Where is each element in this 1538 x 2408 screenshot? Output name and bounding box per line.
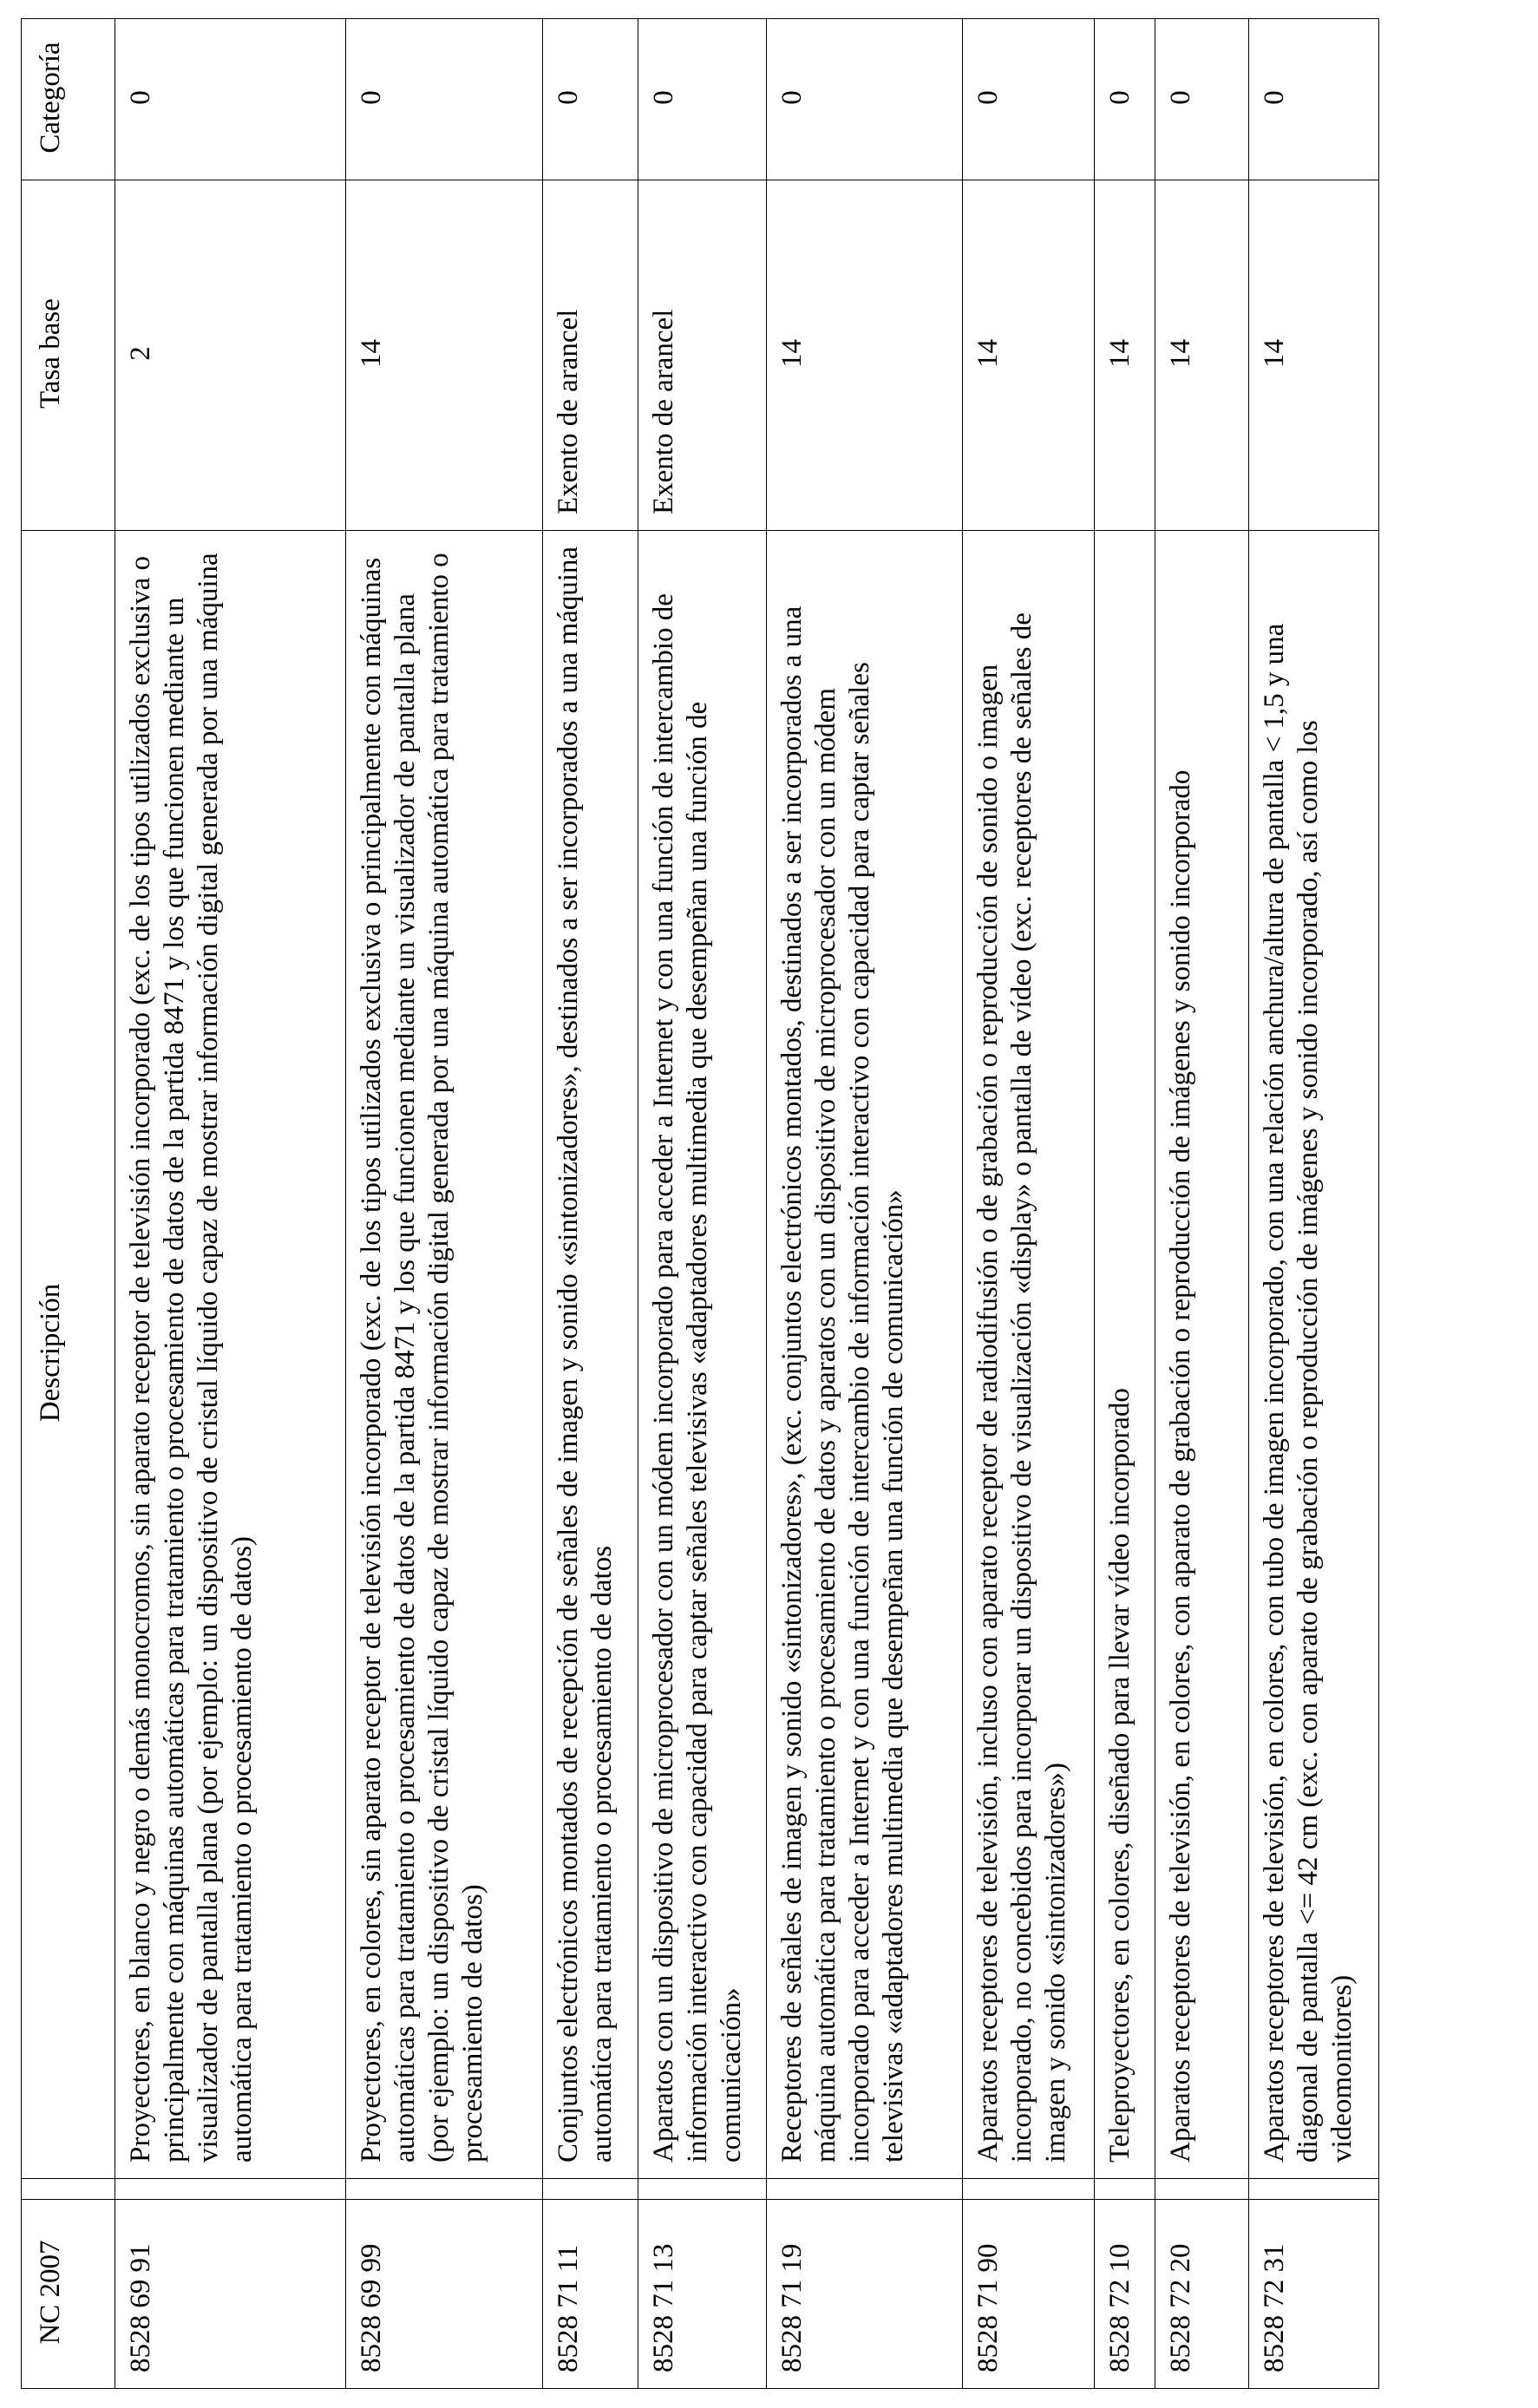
tasa-base: 14 (1155, 180, 1249, 531)
nc-code: 8528 71 90 (963, 2200, 1095, 2389)
header-description: Descripción (22, 531, 115, 2179)
categoria: 0 (115, 19, 346, 180)
tasa-base: 14 (1249, 180, 1379, 531)
tasa-base: 14 (767, 180, 963, 531)
nc-code: 8528 69 99 (346, 2200, 543, 2389)
tasa-base: Exento de arancel (638, 180, 767, 531)
categoria: 0 (1249, 19, 1379, 180)
tariff-table (21, 18, 1379, 2389)
description: Proyectores, en colores, sin aparato receptor de televisión incorporado (exc. de los tipos utilizados exclusiva o principalmente con máquinas automáticas para tratamiento o procesamiento de datos de la partida 8471 y los que funcionen mediante un visualizador de pantalla plana (por ejemplo: un dispositivo de cristal líquido capaz de mostrar información digital generada por una máquina automática para tratamiento o procesamiento de datos) (346, 531, 543, 2179)
categoria: 0 (346, 19, 543, 180)
categoria: 0 (543, 19, 638, 180)
header-tasa: Tasa base (22, 180, 115, 531)
categoria: 0 (767, 19, 963, 180)
header-row (22, 19, 115, 2389)
nc-code: 8528 72 10 (1095, 2200, 1155, 2389)
tasa-base: 14 (1095, 180, 1155, 531)
description: Proyectores, en blanco y negro o demás monocromos, sin aparato receptor de televisión incorporado (exc. de los tipos utilizados exclusiva o principalmente con máquinas automáticas para tratamiento o procesamiento de datos de la partida 8471 y los que funcionen mediante un visualizador de pantalla plana (por ejemplo: un dispositivo de cristal líquido capaz de mostrar información digital generada por una máquina automática para tratamiento o procesamiento de datos) (115, 531, 346, 2179)
table-row (543, 19, 638, 2389)
table-row (767, 19, 963, 2389)
gap-cell (963, 2179, 1095, 2200)
description: Teleproyectores, en colores, diseñado para llevar vídeo incorporado (1095, 531, 1155, 2179)
categoria: 0 (1095, 19, 1155, 180)
tasa-base: 14 (346, 180, 543, 531)
nc-code: 8528 72 20 (1155, 2200, 1249, 2389)
gap-cell (115, 2179, 346, 2200)
table-row (1095, 19, 1155, 2389)
gap-cell (1095, 2179, 1155, 2200)
tasa-base: Exento de arancel (543, 180, 638, 531)
gap-cell (767, 2179, 963, 2200)
header-categoria: Categoría (22, 19, 115, 180)
gap-cell (638, 2179, 767, 2200)
categoria: 0 (638, 19, 767, 180)
table-row (963, 19, 1095, 2389)
categoria: 0 (963, 19, 1095, 180)
gap-cell (1155, 2179, 1249, 2200)
nc-code: 8528 71 13 (638, 2200, 767, 2389)
description: Aparatos receptores de televisión, en colores, con tubo de imagen incorporado, con una relación anchura/altura de pantalla < 1,5 y una diagonal de pantalla <= 42 cm (exc. con aparato de grabación o reproducción de imágenes y sonido incorporado, así como los videomonitores) (1249, 531, 1379, 2179)
nc-code: 8528 72 31 (1249, 2200, 1379, 2389)
table-row (1155, 19, 1249, 2389)
description: Aparatos receptores de televisión, en colores, con aparato de grabación o reproducción de imágenes y sonido incorporado (1155, 531, 1249, 2179)
header-gap (22, 2179, 115, 2200)
nc-code: 8528 69 91 (115, 2200, 346, 2389)
table-row (1249, 19, 1379, 2389)
tasa-base: 2 (115, 180, 346, 531)
description: Receptores de señales de imagen y sonido «sintonizadores», (exc. conjuntos electrónicos montados, destinados a ser incorporados a una máquina automática para tratamiento o procesamiento de datos y aparatos con un dispositivo de microprocesador con un módem incorporado para acceder a Internet y con una función de intercambio de información interactivo con capacidad para captar señales televisivas «adaptadores multimedia que desempeñan una función de comunicación» (767, 531, 963, 2179)
nc-code: 8528 71 11 (543, 2200, 638, 2389)
categoria: 0 (1155, 19, 1249, 180)
description: Aparatos receptores de televisión, incluso con aparato receptor de radiodifusión o de grabación o reproducción de sonido o imagen incorporado, no concebidos para incorporar un dispositivo de visualización «display» o pantalla de vídeo (exc. receptores de señales de imagen y sonido «sintonizadores») (963, 531, 1095, 2179)
description: Conjuntos electrónicos montados de recepción de señales de imagen y sonido «sintonizadores», destinados a ser incorporados a una máquina automática para tratamiento o procesamiento de datos (543, 531, 638, 2179)
table-row (346, 19, 543, 2389)
description: Aparatos con un dispositivo de microprocesador con un módem incorporado para acceder a Internet y con una función de intercambio de información interactivo con capacidad para captar señales televisivas «adaptadores multimedia que desempeñan una función de comunicación» (638, 531, 767, 2179)
gap-cell (543, 2179, 638, 2200)
table-row (638, 19, 767, 2389)
nc-code: 8528 71 19 (767, 2200, 963, 2389)
tasa-base: 14 (963, 180, 1095, 531)
header-nc: NC 2007 (22, 2200, 115, 2389)
gap-cell (1249, 2179, 1379, 2200)
table-row (115, 19, 346, 2389)
gap-cell (346, 2179, 543, 2200)
